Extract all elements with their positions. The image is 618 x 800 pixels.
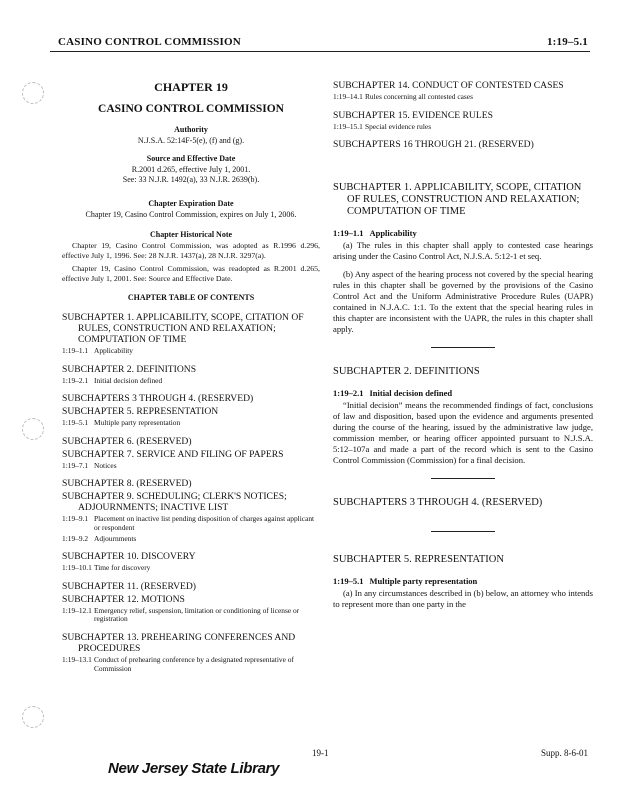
toc-subchapter-8: SUBCHAPTER 8. (RESERVED) [62, 478, 192, 490]
subchapter-5-heading: SUBCHAPTER 5. REPRESENTATION [333, 554, 504, 566]
section-1-1-para-a: (a) The rules in this chapter shall apply to contested case hearings arising under the Casino Control Act, N.J.S.A. 5:12-1 et seq. [333, 240, 593, 262]
right-column [333, 80, 593, 617]
toc-entry: 1:19–15.1 Special evidence rules [333, 121, 432, 131]
authority-text: N.J.S.A. 52:14F-5(e), (f) and (g). [137, 136, 245, 145]
toc-subchapter-5: SUBCHAPTER 5. REPRESENTATION [62, 406, 219, 418]
page-number: 19-1 [312, 748, 329, 758]
subchapter-1-heading: SUBCHAPTER 1. APPLICABILITY, SCOPE, CITATION OF RULES, CONSTRUCTION AND RELAXATION; COMPUTATION OF TIME [333, 182, 582, 218]
toc-subchapter-1: SUBCHAPTER 1. APPLICABILITY, SCOPE, CITATION OF RULES, CONSTRUCTION AND RELAXATION; COMPUTATION OF TIME [62, 312, 304, 345]
toc-heading: CHAPTER TABLE OF CONTENTS [127, 293, 255, 302]
toc-subchapter-13: SUBCHAPTER 13. PREHEARING CONFERENCES AND PROCEDURES [62, 631, 296, 654]
running-header-section: 1:19–5.1 [546, 36, 588, 48]
chapter-title: CHAPTER 19 [154, 80, 228, 94]
punch-hole-icon [22, 706, 44, 728]
toc-subchapter-6: SUBCHAPTER 6. (RESERVED) [62, 435, 192, 447]
toc-subchapter-11: SUBCHAPTER 11. (RESERVED) [62, 580, 196, 592]
authority-heading: Authority [174, 125, 208, 134]
toc-entry: 1:19–14.1 Rules concerning all contested cases [333, 92, 473, 101]
section-divider [431, 531, 495, 532]
history-note-2: Chapter 19, Casino Control Commission, was readopted as R.2001 d.265, effective July 1, 2001. See: Source and Effective Date. [62, 264, 320, 283]
punch-hole-icon [22, 418, 44, 440]
section-2-1-heading: 1:19–2.1 Initial decision defined [333, 388, 453, 399]
subchapter-2-heading: SUBCHAPTER 2. DEFINITIONS [333, 366, 480, 378]
subchapter-3-4-heading: SUBCHAPTERS 3 THROUGH 4. (RESERVED) [333, 497, 543, 509]
toc-entry: 1:19–9.1 Placement on inactive list pending disposition of charges against applicant or respondent [62, 514, 315, 532]
toc-subchapter-3-4: SUBCHAPTERS 3 THROUGH 4. (RESERVED) [62, 393, 254, 405]
section-divider [431, 478, 495, 479]
history-heading: Chapter Historical Note [149, 230, 233, 239]
expiration-heading: Chapter Expiration Date [148, 199, 234, 208]
toc-entry: 1:19–13.1 Conduct of prehearing conference by a designated representative of Commission [62, 654, 294, 673]
header-rule [50, 51, 590, 52]
expiration-text: Chapter 19, Casino Control Commission, expires on July 1, 2006. [85, 210, 297, 219]
history-note-1: Chapter 19, Casino Control Commission, was adopted as R.1996 d.296, effective July 1, 1996. See: 28 N.J.R. 1437(a), 28 N.J.R. 3297(a). [62, 241, 320, 260]
punch-hole-icon [22, 82, 44, 104]
source-line-1: R.2001 d.265, effective July 1, 2001. [131, 165, 251, 174]
left-column [62, 80, 320, 681]
toc-subchapter-14: SUBCHAPTER 14. CONDUCT OF CONTESTED CASES [333, 80, 564, 91]
library-stamp: New Jersey State Library [108, 760, 280, 777]
section-2-1-para: “Initial decision” means the recommended findings of fact, conclusions of law and disposition, based upon the evidence and arguments presented during the course of the hearing, issued by the administrative law judge, commission member, or hearing officer appointed pursuant to N.J.S.A. 5:12–107a and made a part of the record which is sent to the Casino Control Commission (Commission) for a final decision. [333, 400, 593, 466]
section-1-1-para-b: (b) Any aspect of the hearing process not covered by the special hearing rules in this chapter shall be governed by the provisions of the Casino Control Act and the Uniform Administrative Procedure Rules (UAPR) contained in N.J.A.C. 1:1. To the extent that the special hearing rules in this chapter are inconsistent with the UAPR, the rules in this chapter shall apply. [333, 269, 593, 335]
chapter-name: CASINO CONTROL COMMISSION [98, 103, 284, 115]
toc-entry: 1:19–2.1 Initial decision defined [62, 375, 163, 385]
section-5-1-para: (a) In any circumstances described in (b) below, an attorney who intends to represent more than one party in the [333, 588, 593, 610]
toc-subchapter-10: SUBCHAPTER 10. DISCOVERY [62, 551, 196, 563]
source-heading: Source and Effective Date [146, 154, 236, 163]
toc-entry: 1:19–10.1 Time for discovery [62, 563, 151, 573]
supplement-date: Supp. 8-6-01 [541, 748, 588, 758]
toc-subchapter-16-21: SUBCHAPTERS 16 THROUGH 21. (RESERVED) [333, 139, 534, 151]
toc-subchapter-15: SUBCHAPTER 15. EVIDENCE RULES [333, 109, 493, 121]
toc-entry: 1:19–1.1 Applicability [62, 346, 133, 355]
toc-subchapter-2: SUBCHAPTER 2. DEFINITIONS [62, 363, 197, 375]
section-divider [431, 347, 495, 348]
toc-entry: 1:19–12.1 Emergency relief, suspension, limitation or conditioning of license or registration [62, 605, 300, 624]
source-line-2: See: 33 N.J.R. 1492(a), 33 N.J.R. 2639(b). [122, 175, 260, 184]
section-1-1-heading: 1:19–1.1 Applicability [333, 228, 417, 239]
section-5-1-heading: 1:19–5.1 Multiple party representation [333, 576, 478, 587]
toc-entry: 1:19–9.2 Adjournments [62, 533, 137, 543]
toc-subchapter-7: SUBCHAPTER 7. SERVICE AND FILING OF PAPERS [62, 448, 284, 460]
running-header-title: CASINO CONTROL COMMISSION [58, 36, 241, 48]
toc-subchapter-12: SUBCHAPTER 12. MOTIONS [62, 593, 185, 605]
toc-entry: 1:19–7.1 Notices [62, 460, 117, 470]
toc-entry: 1:19–5.1 Multiple party representation [62, 418, 181, 428]
toc-subchapter-9: SUBCHAPTER 9. SCHEDULING; CLERK'S NOTICES; ADJOURNMENTS; INACTIVE LIST [62, 491, 287, 514]
